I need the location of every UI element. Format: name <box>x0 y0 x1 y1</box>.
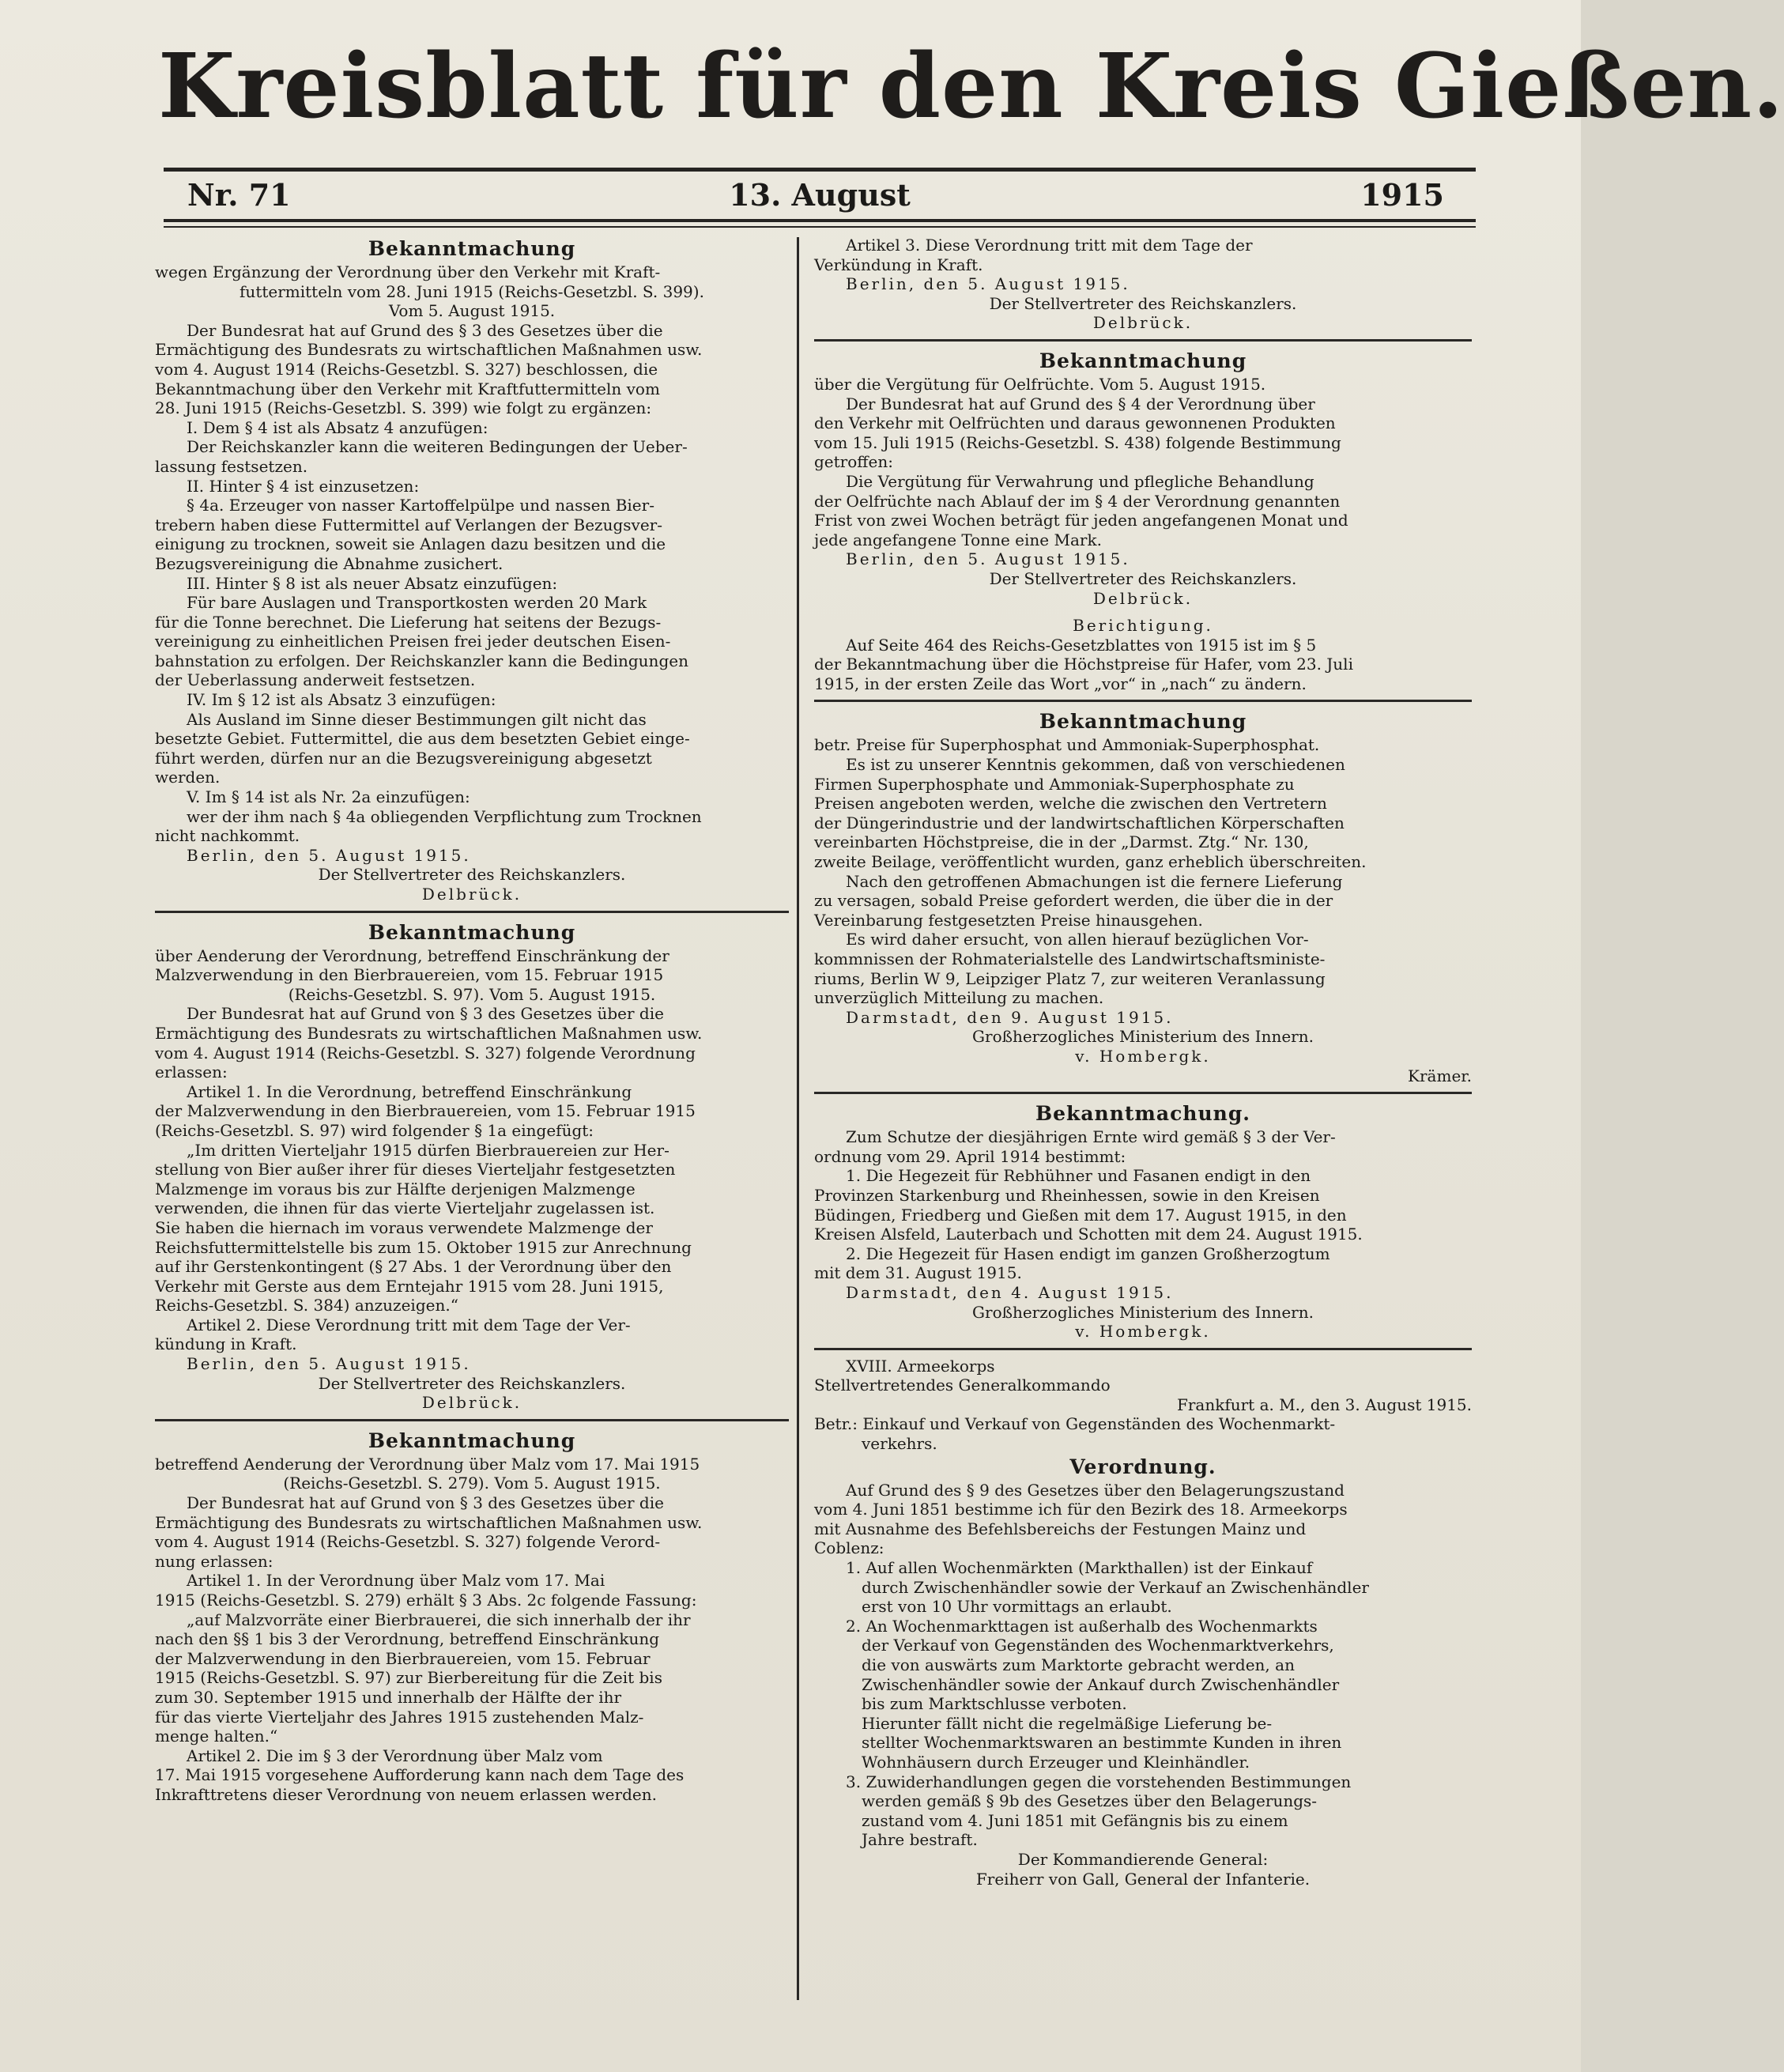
text-line: Delbrück. <box>1092 313 1194 333</box>
text-line: (Reichs-Gesetzbl. S. 279). Vom 5. August 1915. <box>283 1474 661 1493</box>
text-line: Darmstadt, den 4. August 1915. <box>846 1282 1174 1302</box>
text-line: werden gemäß § 9b des Gesetzes über den Belagerungs- <box>862 1791 1318 1811</box>
text-line: auf ihr Gerstenkontingent (§ 27 Abs. 1 der Verordnung über den <box>155 1257 672 1277</box>
text-line: Coblenz: <box>814 1538 884 1558</box>
text-line: vom 4. August 1914 (Reichs-Gesetzbl. S. 327) folgende Verordnung <box>155 1043 696 1062</box>
text-line: riums, Berlin W 9, Leipziger Platz 7, zur weiteren Veranlassung <box>814 968 1326 988</box>
text-line: Krämer. <box>1408 1066 1472 1085</box>
text-line: Hierunter fällt nicht die regelmäßige Lieferung be- <box>862 1713 1273 1733</box>
text-line: Artikel 2. Diese Verordnung tritt mit dem Tage der Ver- <box>187 1315 631 1334</box>
issue-date: 13. August <box>729 177 911 213</box>
text-line: 28. Juni 1915 (Reichs-Gesetzbl. S. 399) wie folgt zu ergänzen: <box>155 398 652 418</box>
text-line: Vereinbarung festgesetzten Preise hinausgehen. <box>814 910 1203 930</box>
text-line: Zum Schutze der diesjährigen Ernte wird gemäß § 3 der Ver- <box>846 1127 1336 1147</box>
text-line: lassung festsetzen. <box>155 456 308 476</box>
text-line: 1915 (Reichs-Gesetzbl. S. 97) zur Bierbereitung für die Zeit bis <box>155 1668 662 1688</box>
text-line: ordnung vom 29. April 1914 bestimmt: <box>814 1146 1126 1166</box>
text-line: der Malzverwendung in den Bierbrauereien, vom 15. Februar 1915 <box>155 1101 696 1121</box>
text-line: Großherzogliches Ministerium des Innern. <box>972 1027 1314 1047</box>
text-line: Der Stellvertreter des Reichskanzlers. <box>318 1373 626 1393</box>
text-line: Reichs-Gesetzbl. S. 384) anzuzeigen.“ <box>155 1296 458 1315</box>
text-line: Der Bundesrat hat auf Grund des § 4 der Verordnung über <box>846 394 1315 413</box>
text-line: Nach den getroffenen Abmachungen ist die fernere Lieferung <box>846 871 1343 891</box>
text-line: Sie haben die hiernach im voraus verwendete Malzmenge der <box>155 1217 653 1237</box>
dateline <box>164 175 1476 215</box>
text-line: für das vierte Vierteljahr des Jahres 1915 zustehenden Malz- <box>155 1707 644 1727</box>
text-line: Der Stellvertreter des Reichskanzlers. <box>318 865 626 885</box>
text-line: Der Reichskanzler kann die weiteren Bedingungen der Ueber- <box>187 437 688 457</box>
masthead-title: Kreisblatt für den Kreis Gießen. <box>158 35 1784 138</box>
text-line: „Im dritten Vierteljahr 1915 dürfen Bierbrauereien zur Her- <box>187 1140 669 1160</box>
text-line: Freiherr von Gall, General der Infanterie. <box>975 1869 1311 1889</box>
text-line: den Verkehr mit Oelfrüchten und daraus gewonnenen Produkten <box>814 413 1336 433</box>
text-line: Ermächtigung des Bundesrats zu wirtschaftlichen Maßnahmen usw. <box>155 340 703 360</box>
text-line: (Reichs-Gesetzbl. S. 97) wird folgender § 1a eingefügt: <box>155 1120 594 1140</box>
text-line: getroffen: <box>814 452 893 472</box>
text-line: III. Hinter § 8 ist als neuer Absatz einzufügen: <box>187 573 558 593</box>
text-line: v. Hombergk. <box>1075 1322 1211 1342</box>
text-line: Der Stellvertreter des Reichskanzlers. <box>989 568 1297 588</box>
text-line: Artikel 1. In der Verordnung über Malz vom 17. Mai <box>187 1571 605 1591</box>
dateline-rule <box>164 219 1476 222</box>
text-line: Artikel 3. Diese Verordnung tritt mit dem Tage der <box>846 236 1253 255</box>
text-line: vom 4. August 1914 (Reichs-Gesetzbl. S. 327) folgende Verord- <box>155 1532 661 1552</box>
text-line: mit dem 31. August 1915. <box>814 1263 1022 1283</box>
text-line: Der Kommandierende General: <box>1017 1849 1269 1869</box>
text-line: mit Ausnahme des Befehlsbereichs der Festungen Mainz und <box>814 1519 1307 1538</box>
issue-year: 1915 <box>1360 177 1444 213</box>
text-line: Als Ausland im Sinne dieser Bestimmungen gilt nicht das <box>187 709 647 729</box>
text-line: vereinigung zu einheitlichen Preisen frei jeder deutschen Eisen- <box>155 632 671 651</box>
text-line: II. Hinter § 4 ist einzusetzen: <box>187 476 420 496</box>
text-line: trebern haben diese Futtermittel auf Verlangen der Bezugsver- <box>155 515 662 534</box>
text-line: (Reichs-Gesetzbl. S. 97). Vom 5. August 1915. <box>288 984 656 1004</box>
text-line: V. Im § 14 ist als Nr. 2a einzufügen: <box>187 787 470 807</box>
text-line: Berlin, den 5. August 1915. <box>187 845 471 865</box>
text-line: der Ueberlassung anderweit festsetzen. <box>155 670 476 690</box>
section-separator <box>155 1419 789 1421</box>
text-line: der Malzverwendung in den Bierbrauereien, vom 15. Februar <box>155 1648 651 1668</box>
text-line: Frist von zwei Wochen beträgt für jeden angefangenen Monat und <box>814 511 1348 530</box>
section-heading: Bekanntmachung <box>368 1429 576 1452</box>
text-line: Der Bundesrat hat auf Grund des § 3 des Gesetzes über die <box>187 320 663 340</box>
text-line: Bezugsvereinigung die Abnahme zusichert. <box>155 553 504 573</box>
text-line: Der Bundesrat hat auf Grund von § 3 des Gesetzes über die <box>187 1004 664 1024</box>
text-line: nung erlassen: <box>155 1551 273 1571</box>
text-line: Zwischenhändler sowie der Ankauf durch Zwischenhändler <box>862 1674 1340 1694</box>
left-column <box>155 236 789 1998</box>
text-line: Ermächtigung des Bundesrats zu wirtschaftlichen Maßnahmen usw. <box>155 1023 703 1043</box>
text-line: Berlin, den 5. August 1915. <box>846 549 1130 569</box>
text-line: der Verkauf von Gegenständen des Wochenmarktverkehrs, <box>862 1636 1334 1655</box>
section-heading: Bekanntmachung <box>368 920 576 944</box>
text-line: über Aenderung der Verordnung, betreffend Einschränkung der <box>155 945 669 965</box>
text-line: vereinbarten Höchstpreise, die in der „Darmst. Ztg.“ Nr. 130, <box>814 832 1309 852</box>
text-line: futtermitteln vom 28. Juni 1915 (Reichs-Gesetzbl. S. 399). <box>240 281 704 301</box>
text-line: Auf Seite 464 des Reichs-Gesetzblattes von 1915 ist im § 5 <box>846 635 1317 655</box>
text-line: stellter Wochenmarktswaren an bestimmte Kunden in ihren <box>862 1733 1342 1753</box>
text-line: bis zum Marktschlusse verboten. <box>862 1694 1127 1714</box>
text-line: vom 15. Juli 1915 (Reichs-Gesetzbl. S. 438) folgende Bestimmung <box>814 432 1341 452</box>
text-line: Berichtigung. <box>1073 616 1213 636</box>
text-line: einigung zu trocknen, soweit sie Anlagen dazu besitzen und die <box>155 534 666 554</box>
text-line: Inkrafttretens dieser Verordnung von neuem erlassen werden. <box>155 1784 657 1804</box>
text-line: Vom 5. August 1915. <box>388 301 556 321</box>
text-line: betr. Preise für Superphosphat und Ammoniak-Superphosphat. <box>814 735 1320 755</box>
text-line: 1915 (Reichs-Gesetzbl. S. 279) erhält § 3 Abs. 2c folgende Fassung: <box>155 1591 697 1610</box>
dateline-rule-thin <box>164 226 1476 228</box>
text-line: v. Hombergk. <box>1075 1046 1211 1066</box>
text-line: I. Dem § 4 ist als Absatz 4 anzufügen: <box>187 417 488 437</box>
text-line: „auf Malzvorräte einer Bierbrauerei, die sich innerhalb der ihr <box>187 1610 691 1629</box>
text-line: Großherzogliches Ministerium des Innern. <box>972 1302 1314 1322</box>
text-line: XVIII. Armeekorps <box>846 1356 995 1376</box>
text-line: vom 4. Juni 1851 bestimme ich für den Bezirk des 18. Armeekorps <box>814 1500 1348 1519</box>
section-separator <box>814 700 1472 702</box>
text-line: Für bare Auslagen und Transportkosten werden 20 Mark <box>187 593 647 613</box>
text-line: Frankfurt a. M., den 3. August 1915. <box>1176 1395 1472 1414</box>
issue-number: Nr. 71 <box>187 177 291 213</box>
text-line: zustand vom 4. Juni 1851 mit Gefängnis bis zu einem <box>862 1810 1288 1830</box>
text-line: der Düngerindustrie und der landwirtschaftlichen Körperschaften <box>814 813 1345 832</box>
text-line: Delbrück. <box>421 885 522 904</box>
text-line: Der Bundesrat hat auf Grund von § 3 des Gesetzes über die <box>187 1493 664 1513</box>
text-line: Delbrück. <box>1092 588 1194 608</box>
text-line: nicht nachkommt. <box>155 826 300 846</box>
right-column <box>814 236 1472 1998</box>
text-line: kommnissen der Rohmaterialstelle des Landwirtschaftsministe- <box>814 949 1326 968</box>
text-line: Firmen Superphosphate und Ammoniak-Superphosphate zu <box>814 774 1295 794</box>
text-line: kündung in Kraft. <box>155 1334 297 1354</box>
section-separator <box>814 339 1472 342</box>
text-line: Die Vergütung für Verwahrung und pflegliche Behandlung <box>846 471 1314 491</box>
section-separator <box>814 1348 1472 1350</box>
text-line: Malzverwendung in den Bierbrauereien, vom 15. Februar 1915 <box>155 965 664 985</box>
text-line: Reichsfuttermittelstelle bis zum 15. Oktober 1915 zur Anrechnung <box>155 1237 692 1257</box>
section-heading: Bekanntmachung. <box>1035 1102 1251 1126</box>
column-divider <box>797 237 799 2000</box>
text-line: der Bekanntmachung über die Höchstpreise für Hafer, vom 23. Juli <box>814 655 1353 674</box>
text-line: erst von 10 Uhr vormittags an erlaubt. <box>862 1597 1172 1617</box>
text-line: Provinzen Starkenburg und Rheinhessen, sowie in den Kreisen <box>814 1185 1320 1205</box>
text-line: führt werden, dürfen nur an die Bezugsvereinigung abgesetzt <box>155 748 652 768</box>
text-line: über die Vergütung für Oelfrüchte. Vom 5. August 1915. <box>814 374 1266 394</box>
spacer <box>814 608 1472 616</box>
text-line: Der Stellvertreter des Reichskanzlers. <box>989 293 1297 313</box>
text-line: werden. <box>155 768 221 787</box>
masthead-rule <box>164 168 1476 172</box>
text-line: wer der ihm nach § 4a obliegenden Verpflichtung zum Trocknen <box>187 806 702 826</box>
text-line: 3. Zuwiderhandlungen gegen die vorstehenden Bestimmungen <box>846 1772 1352 1791</box>
text-line: Verkündung in Kraft. <box>814 255 983 274</box>
text-line: wegen Ergänzung der Verordnung über den Verkehr mit Kraft- <box>155 262 661 281</box>
text-line: Kreisen Alsfeld, Lauterbach und Schotten mit dem 24. August 1915. <box>814 1225 1363 1244</box>
text-line: Stellvertretendes Generalkommando <box>814 1376 1111 1395</box>
text-line: erlassen: <box>155 1062 228 1082</box>
text-line: Malzmenge im voraus bis zur Hälfte derjenigen Malzmenge <box>155 1179 636 1198</box>
text-line: verkehrs. <box>862 1434 937 1454</box>
text-line: 17. Mai 1915 vorgesehene Aufforderung kann nach dem Tage des <box>155 1765 685 1785</box>
text-line: 1915, in der ersten Zeile das Wort „vor“ in „nach“ zu ändern. <box>814 674 1307 693</box>
text-line: jede angefangene Tonne eine Mark. <box>814 530 1102 549</box>
text-line: Artikel 1. In die Verordnung, betreffend Einschränkung <box>187 1081 632 1101</box>
text-line: Es ist zu unserer Kenntnis gekommen, daß von verschiedenen <box>846 755 1345 775</box>
text-line: besetzte Gebiet. Futtermittel, die aus dem besetzten Gebiet einge- <box>155 729 690 749</box>
text-line: unverzüglich Mitteilung zu machen. <box>814 988 1104 1008</box>
text-line: betreffend Aenderung der Verordnung über Malz vom 17. Mai 1915 <box>155 1454 700 1474</box>
text-line: 2. Die Hegezeit für Hasen endigt im ganzen Großherzogtum <box>846 1244 1330 1263</box>
text-line: IV. Im § 12 ist als Absatz 3 einzufügen: <box>187 690 496 710</box>
text-line: stellung von Bier außer ihrer für dieses Vierteljahr festgesetzten <box>155 1160 676 1179</box>
text-line: Darmstadt, den 9. August 1915. <box>846 1007 1174 1027</box>
section-heading: Bekanntmachung <box>368 237 576 260</box>
text-line: Ermächtigung des Bundesrats zu wirtschaftlichen Maßnahmen usw. <box>155 1512 703 1532</box>
text-line: 1. Auf allen Wochenmärkten (Markthallen) ist der Einkauf <box>846 1558 1313 1578</box>
section-separator <box>814 1092 1472 1094</box>
text-line: § 4a. Erzeuger von nasser Kartoffelpülpe und nassen Bier- <box>187 496 654 515</box>
text-line: 2. An Wochenmarkttagen ist außerhalb des Wochenmarkts <box>846 1616 1318 1636</box>
section-heading: Bekanntmachung <box>1039 710 1247 734</box>
text-line: vom 4. August 1914 (Reichs-Gesetzbl. S. 327) beschlossen, die <box>155 359 658 379</box>
text-line: Artikel 2. Die im § 3 der Verordnung über Malz vom <box>187 1746 603 1765</box>
text-line: Es wird daher ersucht, von allen hierauf bezüglichen Vor- <box>846 930 1309 949</box>
text-line: Betr.: Einkauf und Verkauf von Gegenständen des Wochenmarkt- <box>814 1414 1336 1434</box>
text-line: Verkehr mit Gerste aus dem Erntejahr 1915 vom 28. Juni 1915, <box>155 1276 664 1296</box>
text-line: Berlin, den 5. August 1915. <box>846 274 1130 294</box>
text-line: Delbrück. <box>421 1393 522 1413</box>
text-line: verwenden, die ihnen für das vierte Vierteljahr zugelassen ist. <box>155 1198 655 1218</box>
text-line: Preisen angeboten werden, welche die zwischen den Vertretern <box>814 794 1327 813</box>
section-heading: Verordnung. <box>1069 1455 1216 1478</box>
text-line: 1. Die Hegezeit für Rebhühner und Fasanen endigt in den <box>846 1166 1311 1186</box>
text-line: zu versagen, sobald Preise gefordert werden, die über die in der <box>814 891 1333 911</box>
text-line: zweite Beilage, veröffentlicht wurden, ganz erheblich überschreiten. <box>814 852 1367 872</box>
section-heading: Bekanntmachung <box>1039 349 1247 372</box>
text-line: der Oelfrüchte nach Ablauf der im § 4 der Verordnung genannten <box>814 491 1341 511</box>
text-line: zum 30. September 1915 und innerhalb der Hälfte der ihr <box>155 1687 622 1707</box>
text-line: bahnstation zu erfolgen. Der Reichskanzler kann die Bedingungen <box>155 651 688 670</box>
text-line: menge halten.“ <box>155 1727 278 1746</box>
text-line: Wohnhäusern durch Erzeuger und Kleinhändler. <box>862 1752 1250 1772</box>
text-line: für die Tonne berechnet. Die Lieferung hat seitens der Bezugs- <box>155 612 662 632</box>
text-line: durch Zwischenhändler sowie der Verkauf an Zwischenhändler <box>862 1577 1369 1597</box>
text-line: nach den §§ 1 bis 3 der Verordnung, betreffend Einschränkung <box>155 1629 660 1649</box>
text-line: Bekanntmachung über den Verkehr mit Kraftfuttermitteln vom <box>155 379 660 398</box>
text-line: die von auswärts zum Marktorte gebracht werden, an <box>862 1655 1295 1674</box>
text-line: Auf Grund des § 9 des Gesetzes über den Belagerungszustand <box>846 1480 1345 1500</box>
section-separator <box>155 911 789 913</box>
text-line: Büdingen, Friedberg und Gießen mit dem 17. August 1915, in den <box>814 1205 1347 1225</box>
text-line: Jahre bestraft. <box>862 1830 978 1850</box>
text-line: Berlin, den 5. August 1915. <box>187 1354 471 1374</box>
